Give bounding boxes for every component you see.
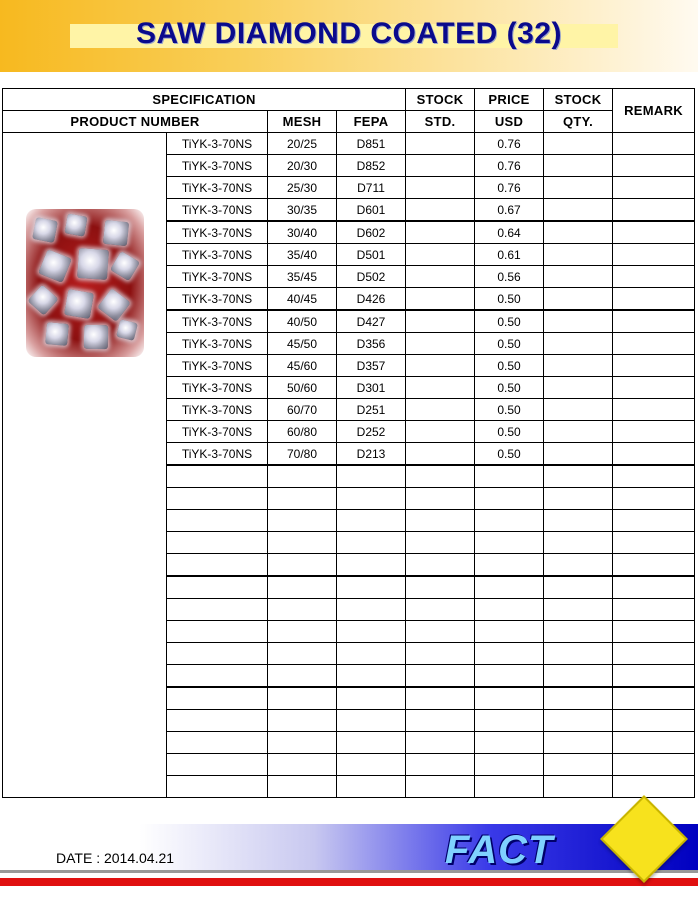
product-number-cell: TiYK-3-70NS — [167, 221, 268, 244]
mesh-cell: 70/80 — [268, 443, 337, 466]
stock-qty-cell — [544, 310, 613, 333]
product-number-cell — [167, 465, 268, 488]
price-cell: 0.50 — [475, 421, 544, 443]
mesh-cell — [268, 710, 337, 732]
remark-cell — [613, 266, 695, 288]
product-number-cell — [167, 532, 268, 554]
stock-std-cell — [406, 576, 475, 599]
stock-qty-cell — [544, 333, 613, 355]
price-cell: 0.61 — [475, 244, 544, 266]
remark-cell — [613, 621, 695, 643]
stock-qty-cell — [544, 554, 613, 577]
fepa-cell: D301 — [337, 377, 406, 399]
price-cell — [475, 776, 544, 798]
mesh-cell — [268, 776, 337, 798]
mesh-cell: 60/70 — [268, 399, 337, 421]
product-number-cell: TiYK-3-70NS — [167, 355, 268, 377]
fepa-cell: D357 — [337, 355, 406, 377]
price-cell: 0.50 — [475, 333, 544, 355]
diamond-grit-crystal — [97, 288, 131, 322]
price-cell — [475, 643, 544, 665]
product-number-cell: TiYK-3-70NS — [167, 244, 268, 266]
diamond-grit-crystal — [77, 248, 109, 280]
stock-std-cell — [406, 155, 475, 177]
stock-std-header-top: STOCK — [406, 89, 475, 111]
price-header-bottom: USD — [475, 111, 544, 133]
product-number-cell — [167, 665, 268, 688]
fepa-cell — [337, 665, 406, 688]
mesh-cell: 40/50 — [268, 310, 337, 333]
remark-cell — [613, 510, 695, 532]
diamond-grit-crystal — [27, 284, 58, 315]
product-number-cell: TiYK-3-70NS — [167, 288, 268, 311]
diamond-grit-crystal — [116, 319, 138, 341]
product-number-cell — [167, 776, 268, 798]
fepa-cell: D251 — [337, 399, 406, 421]
stock-qty-cell — [544, 421, 613, 443]
remark-cell — [613, 399, 695, 421]
diamond-product-photo — [26, 209, 144, 357]
product-number-cell — [167, 643, 268, 665]
product-number-cell — [167, 510, 268, 532]
price-cell: 0.50 — [475, 377, 544, 399]
price-cell: 0.64 — [475, 221, 544, 244]
product-number-cell — [167, 599, 268, 621]
price-cell — [475, 488, 544, 510]
fepa-cell — [337, 643, 406, 665]
title-banner — [0, 0, 698, 72]
fepa-cell — [337, 488, 406, 510]
table-row — [3, 133, 695, 155]
remark-cell — [613, 355, 695, 377]
footer-red-line — [0, 878, 698, 886]
mesh-cell — [268, 488, 337, 510]
mesh-cell — [268, 732, 337, 754]
remark-cell — [613, 421, 695, 443]
stock-std-cell — [406, 710, 475, 732]
fepa-cell: D213 — [337, 443, 406, 466]
price-cell — [475, 710, 544, 732]
product-number-cell — [167, 554, 268, 577]
fepa-cell: D502 — [337, 266, 406, 288]
fepa-cell: D851 — [337, 133, 406, 155]
stock-qty-cell — [544, 443, 613, 466]
stock-qty-cell — [544, 355, 613, 377]
fepa-cell — [337, 465, 406, 488]
mesh-cell: 35/40 — [268, 244, 337, 266]
price-cell — [475, 687, 544, 710]
price-cell: 0.50 — [475, 399, 544, 421]
fepa-cell — [337, 732, 406, 754]
fepa-cell: D852 — [337, 155, 406, 177]
stock-std-cell — [406, 465, 475, 488]
mesh-cell: 25/30 — [268, 177, 337, 199]
stock-std-cell — [406, 266, 475, 288]
diamond-grit-crystal — [84, 325, 108, 349]
stock-std-cell — [406, 687, 475, 710]
product-number-cell — [167, 687, 268, 710]
mesh-cell — [268, 599, 337, 621]
product-number-cell: TiYK-3-70NS — [167, 177, 268, 199]
product-photo-cell — [3, 133, 167, 798]
price-cell: 0.50 — [475, 355, 544, 377]
stock-qty-header-bottom: QTY. — [544, 111, 613, 133]
stock-qty-cell — [544, 754, 613, 776]
fepa-cell — [337, 776, 406, 798]
remark-cell — [613, 133, 695, 155]
stock-qty-cell — [544, 244, 613, 266]
stock-std-cell — [406, 754, 475, 776]
fepa-cell — [337, 554, 406, 577]
stock-qty-cell — [544, 488, 613, 510]
mesh-cell: 30/35 — [268, 199, 337, 222]
footer-divider-line — [0, 870, 698, 873]
price-cell — [475, 665, 544, 688]
remark-cell — [613, 221, 695, 244]
page-title: SAW DIAMOND COATED (32) — [136, 17, 562, 50]
stock-std-cell — [406, 776, 475, 798]
stock-qty-cell — [544, 399, 613, 421]
diamond-grit-crystal — [64, 289, 94, 319]
stock-std-cell — [406, 244, 475, 266]
stock-std-cell — [406, 443, 475, 466]
stock-std-cell — [406, 488, 475, 510]
remark-cell — [613, 443, 695, 466]
remark-cell — [613, 710, 695, 732]
product-number-cell: TiYK-3-70NS — [167, 421, 268, 443]
remark-cell — [613, 754, 695, 776]
fepa-cell: D426 — [337, 288, 406, 311]
price-cell — [475, 465, 544, 488]
stock-std-cell — [406, 732, 475, 754]
stock-qty-cell — [544, 177, 613, 199]
price-cell — [475, 576, 544, 599]
stock-std-cell — [406, 532, 475, 554]
stock-qty-cell — [544, 510, 613, 532]
product-number-cell: TiYK-3-70NS — [167, 399, 268, 421]
remark-cell — [613, 776, 695, 798]
mesh-cell — [268, 576, 337, 599]
stock-qty-cell — [544, 221, 613, 244]
remark-cell — [613, 377, 695, 399]
stock-std-cell — [406, 333, 475, 355]
mesh-cell: 40/45 — [268, 288, 337, 311]
mesh-cell — [268, 532, 337, 554]
remark-cell — [613, 155, 695, 177]
price-cell — [475, 510, 544, 532]
fepa-cell — [337, 510, 406, 532]
diamond-grit-crystal — [45, 322, 69, 346]
stock-std-cell — [406, 377, 475, 399]
mesh-cell: 20/30 — [268, 155, 337, 177]
product-number-cell: TiYK-3-70NS — [167, 266, 268, 288]
stock-qty-cell — [544, 377, 613, 399]
mesh-cell: 20/25 — [268, 133, 337, 155]
price-cell: 0.76 — [475, 133, 544, 155]
mesh-cell — [268, 687, 337, 710]
fepa-cell — [337, 621, 406, 643]
remark-cell — [613, 288, 695, 311]
diamond-grit-crystal — [103, 220, 129, 246]
stock-std-cell — [406, 355, 475, 377]
price-cell — [475, 554, 544, 577]
price-table-container — [2, 88, 695, 798]
stock-qty-header-top: STOCK — [544, 89, 613, 111]
stock-std-cell — [406, 177, 475, 199]
fepa-cell: D602 — [337, 221, 406, 244]
stock-std-cell — [406, 643, 475, 665]
stock-qty-cell — [544, 465, 613, 488]
price-cell: 0.76 — [475, 155, 544, 177]
date-label: DATE : 2014.04.21 — [56, 850, 175, 866]
fact-logo: FACT — [445, 828, 554, 872]
mesh-cell: 30/40 — [268, 221, 337, 244]
remark-cell — [613, 199, 695, 222]
remark-cell — [613, 177, 695, 199]
remark-cell — [613, 599, 695, 621]
diamond-grit-crystal — [32, 217, 58, 243]
stock-qty-cell — [544, 199, 613, 222]
stock-std-header-bottom: STD. — [406, 111, 475, 133]
remark-cell — [613, 333, 695, 355]
mesh-cell — [268, 621, 337, 643]
mesh-header: MESH — [268, 111, 337, 133]
fepa-cell — [337, 754, 406, 776]
price-cell — [475, 621, 544, 643]
stock-qty-cell — [544, 621, 613, 643]
remark-header: REMARK — [613, 89, 695, 133]
product-number-cell — [167, 710, 268, 732]
price-cell — [475, 732, 544, 754]
stock-qty-cell — [544, 288, 613, 311]
fepa-cell: D356 — [337, 333, 406, 355]
product-number-cell: TiYK-3-70NS — [167, 333, 268, 355]
mesh-cell — [268, 754, 337, 776]
product-number-header: PRODUCT NUMBER — [3, 111, 268, 133]
product-number-cell: TiYK-3-70NS — [167, 443, 268, 466]
price-cell: 0.50 — [475, 288, 544, 311]
stock-std-cell — [406, 621, 475, 643]
fepa-cell: D711 — [337, 177, 406, 199]
mesh-cell: 60/80 — [268, 421, 337, 443]
stock-qty-cell — [544, 576, 613, 599]
stock-std-cell — [406, 399, 475, 421]
remark-cell — [613, 465, 695, 488]
stock-qty-cell — [544, 687, 613, 710]
stock-std-cell — [406, 221, 475, 244]
price-cell: 0.67 — [475, 199, 544, 222]
price-cell — [475, 754, 544, 776]
remark-cell — [613, 488, 695, 510]
fepa-cell: D427 — [337, 310, 406, 333]
fepa-cell: D501 — [337, 244, 406, 266]
product-number-cell: TiYK-3-70NS — [167, 133, 268, 155]
mesh-cell — [268, 465, 337, 488]
stock-std-cell — [406, 665, 475, 688]
price-cell: 0.56 — [475, 266, 544, 288]
product-number-cell — [167, 754, 268, 776]
mesh-cell: 45/50 — [268, 333, 337, 355]
product-number-cell: TiYK-3-70NS — [167, 155, 268, 177]
product-number-cell: TiYK-3-70NS — [167, 377, 268, 399]
diamond-grit-crystal — [110, 251, 140, 281]
stock-std-cell — [406, 421, 475, 443]
remark-cell — [613, 732, 695, 754]
mesh-cell — [268, 665, 337, 688]
mesh-cell: 45/60 — [268, 355, 337, 377]
fepa-cell — [337, 599, 406, 621]
mesh-cell: 35/45 — [268, 266, 337, 288]
price-cell: 0.76 — [475, 177, 544, 199]
price-cell — [475, 532, 544, 554]
mesh-cell: 50/60 — [268, 377, 337, 399]
stock-qty-cell — [544, 776, 613, 798]
stock-std-cell — [406, 310, 475, 333]
product-number-cell — [167, 488, 268, 510]
remark-cell — [613, 244, 695, 266]
mesh-cell — [268, 510, 337, 532]
price-header-top: PRICE — [475, 89, 544, 111]
product-number-cell — [167, 576, 268, 599]
stock-std-cell — [406, 599, 475, 621]
stock-std-cell — [406, 133, 475, 155]
remark-cell — [613, 643, 695, 665]
stock-std-cell — [406, 288, 475, 311]
price-table-body — [3, 133, 695, 798]
stock-qty-cell — [544, 732, 613, 754]
price-cell — [475, 599, 544, 621]
remark-cell — [613, 576, 695, 599]
remark-cell — [613, 687, 695, 710]
stock-qty-cell — [544, 665, 613, 688]
product-number-cell: TiYK-3-70NS — [167, 310, 268, 333]
remark-cell — [613, 532, 695, 554]
stock-std-cell — [406, 554, 475, 577]
mesh-cell — [268, 643, 337, 665]
fepa-cell: D252 — [337, 421, 406, 443]
stock-qty-cell — [544, 599, 613, 621]
stock-qty-cell — [544, 643, 613, 665]
stock-qty-cell — [544, 266, 613, 288]
remark-cell — [613, 554, 695, 577]
price-cell: 0.50 — [475, 443, 544, 466]
specification-header: SPECIFICATION — [3, 89, 406, 111]
remark-cell — [613, 310, 695, 333]
price-cell: 0.50 — [475, 310, 544, 333]
price-table — [2, 88, 695, 798]
fepa-cell — [337, 687, 406, 710]
product-number-cell — [167, 621, 268, 643]
stock-std-cell — [406, 199, 475, 222]
mesh-cell — [268, 554, 337, 577]
stock-qty-cell — [544, 133, 613, 155]
fepa-cell — [337, 710, 406, 732]
product-number-cell — [167, 732, 268, 754]
diamond-grit-crystal — [38, 249, 72, 283]
fepa-header: FEPA — [337, 111, 406, 133]
product-number-cell: TiYK-3-70NS — [167, 199, 268, 222]
stock-qty-cell — [544, 155, 613, 177]
remark-cell — [613, 665, 695, 688]
stock-qty-cell — [544, 710, 613, 732]
fepa-cell — [337, 576, 406, 599]
stock-std-cell — [406, 510, 475, 532]
fepa-cell — [337, 532, 406, 554]
fepa-cell: D601 — [337, 199, 406, 222]
diamond-grit-crystal — [64, 213, 87, 236]
stock-qty-cell — [544, 532, 613, 554]
